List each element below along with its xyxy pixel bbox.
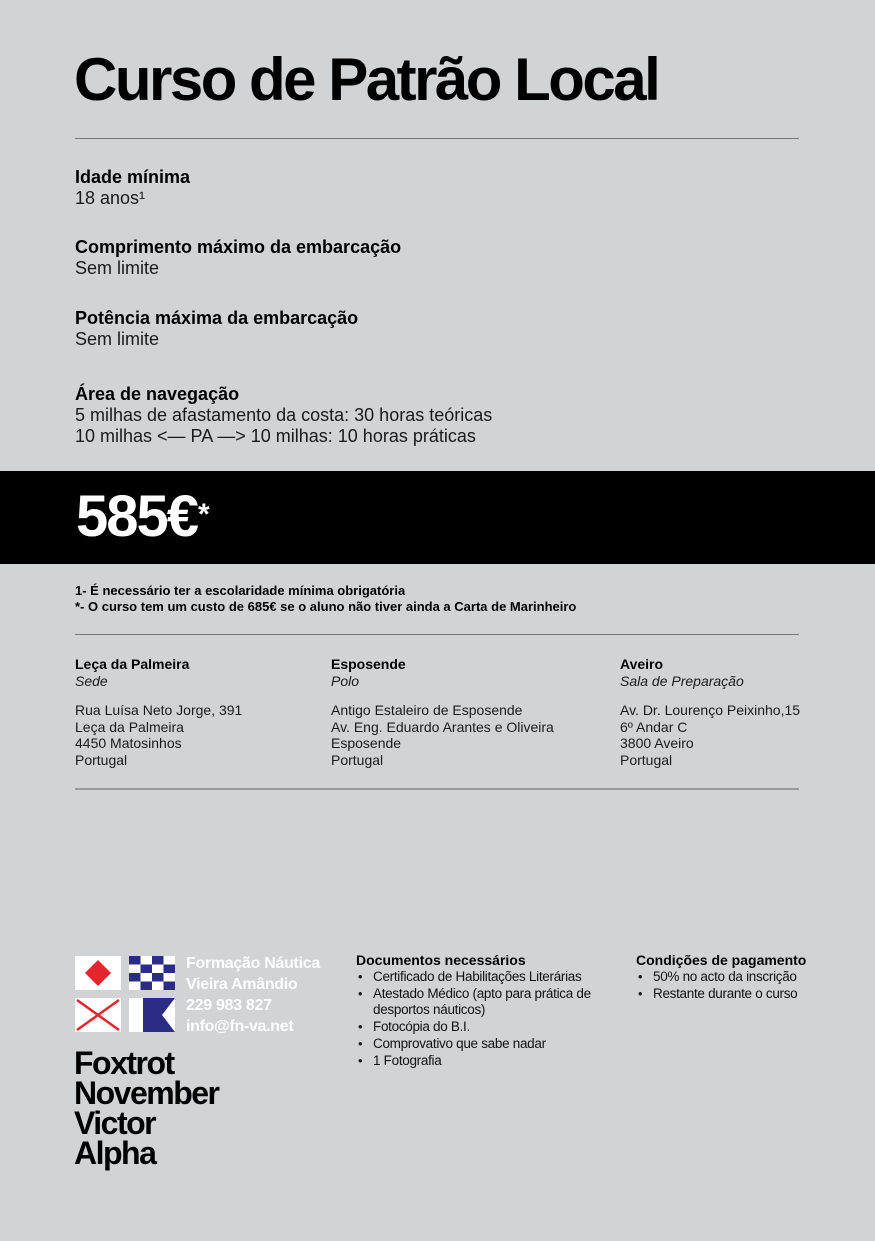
phonetic-word: Alpha: [74, 1135, 156, 1171]
address-line: Esposende: [331, 735, 402, 752]
documents-list: [356, 969, 616, 1069]
location-name: Leça da Palmeira: [75, 656, 190, 672]
list-item: • Restante durante o curso: [636, 986, 866, 1003]
list-item: • Atestado Médico (apto para prática de desportos náuticos): [356, 986, 616, 1019]
list-item: • Fotocópia do B.I.: [356, 1019, 616, 1036]
address-line: Leça da Palmeira: [75, 718, 184, 735]
title-divider: [75, 138, 799, 139]
list-item: • 1 Fotografia: [356, 1053, 616, 1070]
location-type: Polo: [331, 672, 360, 689]
spec-label: Área de navegação: [75, 384, 240, 404]
spec-max-power: [75, 308, 358, 350]
notes-divider: [75, 634, 799, 635]
spec-value: 10 milhas <— PA —> 10 milhas: 10 horas práticas: [75, 426, 476, 446]
brand-email: info@fn-va.net: [186, 1018, 294, 1035]
price-asterisk: *: [198, 498, 208, 531]
spec-value: Sem limite: [75, 329, 160, 349]
footnotes: [75, 583, 576, 615]
spec-max-length: [75, 237, 401, 279]
location-type: Sala de Preparação: [620, 672, 744, 689]
address-line: Portugal: [620, 751, 673, 768]
spec-value: Sem limite: [75, 258, 160, 278]
phonetic-word: November: [74, 1075, 219, 1111]
location-esposende: [331, 656, 554, 769]
location-name: Aveiro: [620, 656, 664, 672]
spec-min-age: [75, 167, 190, 209]
location-name: Esposende: [331, 656, 406, 672]
payment-section: [636, 952, 866, 1002]
location-aveiro: [620, 656, 800, 769]
brand-name-line1: Formação Náutica: [186, 955, 320, 972]
location-type: Sede: [75, 672, 108, 689]
footnote-asterisk: *- O curso tem um custo de 685€ se o aluno não tiver ainda a Carta de Marinheiro: [75, 599, 577, 614]
payment-list: [636, 969, 866, 1002]
price-value: 585€: [76, 484, 198, 549]
phonetic-alphabet: [74, 1045, 219, 1171]
spec-label: Idade mínima: [75, 167, 191, 187]
footnote-1: 1- É necessário ter a escolaridade mínima obrigatória: [75, 583, 406, 598]
foxtrot-flag-icon: [75, 956, 121, 990]
brand-phone: 229 983 827: [186, 997, 272, 1014]
address-line: 3800 Aveiro: [620, 735, 694, 752]
address-line: Av. Dr. Lourenço Peixinho,15: [620, 702, 801, 719]
address-line: Av. Eng. Eduardo Arantes e Oliveira: [331, 718, 554, 735]
phonetic-word: Foxtrot: [74, 1045, 174, 1081]
payment-title: Condições de pagamento: [636, 952, 807, 968]
alpha-flag-icon: [129, 998, 175, 1032]
locations-divider: [75, 788, 799, 790]
address-line: 4450 Matosinhos: [75, 735, 182, 752]
list-item: • 50% no acto da inscrição: [636, 969, 866, 986]
spec-label: Potência máxima da embarcação: [75, 308, 359, 328]
spec-navigation-area: [75, 384, 492, 447]
spec-value: 5 milhas de afastamento da costa: 30 horas teóricas: [75, 405, 493, 425]
list-item: • Comprovativo que sabe nadar: [356, 1036, 616, 1053]
victor-flag-icon: [75, 998, 121, 1032]
page-title: Curso de Patrão Local: [74, 46, 659, 113]
list-item: • Certificado de Habilitações Literárias: [356, 969, 616, 986]
spec-label: Comprimento máximo da embarcação: [75, 237, 402, 257]
spec-value: 18 anos¹: [75, 188, 146, 208]
brand-name-line2: Vieira Amândio: [186, 976, 298, 993]
documents-title: Documentos necessários: [356, 952, 526, 968]
location-leca: [75, 656, 242, 769]
address-line: Antigo Estaleiro de Esposende: [331, 702, 523, 719]
documents-section: [356, 952, 616, 1069]
address-line: Rua Luísa Neto Jorge, 391: [75, 702, 243, 719]
address-line: Portugal: [75, 751, 128, 768]
price: [76, 482, 208, 552]
november-flag-icon: [129, 956, 175, 990]
brand-block: [186, 953, 320, 1037]
address-line: Portugal: [331, 751, 384, 768]
phonetic-word: Victor: [74, 1105, 156, 1141]
address-line: 6º Andar C: [620, 718, 688, 735]
